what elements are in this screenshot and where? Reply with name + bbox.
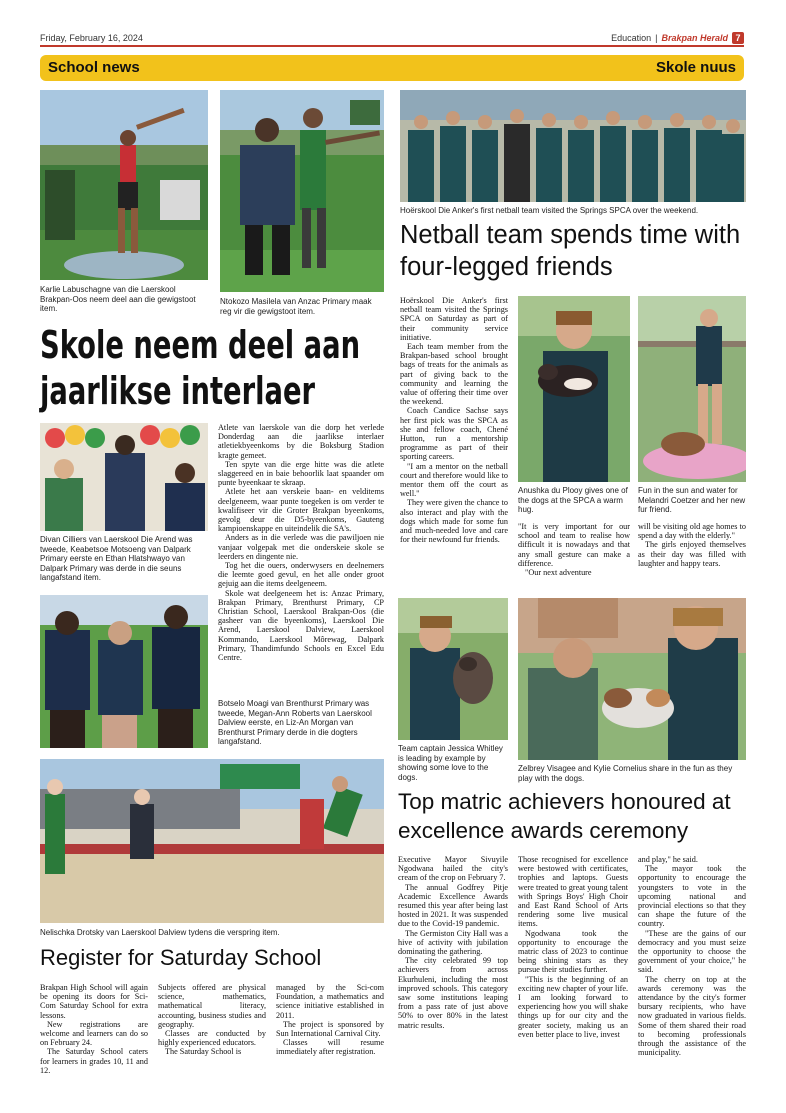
netball-paragraph: Each team member from the Brakpan-based school brought bags of treats for the animals as part of giving back to the community and learning the value of offering their time over the weekend. bbox=[400, 342, 508, 407]
netball-paragraph: The girls enjoyed themselves as their day was filled with laughter and happy tears. bbox=[638, 540, 746, 568]
caption-netball-team: Hoërskool Die Anker's first netball team visited the Springs SPCA over the weekend. bbox=[400, 206, 699, 215]
saturday-paragraph: Subjects offered are physical science, mathematics, mathematical literacy, accounting, business studies and geography. bbox=[158, 983, 266, 1029]
caption-shotput-girl: Karlie Labuschagne van die Laerskool Brakpan-Oos neem deel aan die gewigstoot item. bbox=[40, 285, 196, 313]
saturday-headline: Register for Saturday School bbox=[40, 945, 322, 970]
section-name: Education bbox=[611, 33, 652, 43]
interlaer-paragraph: Atlete het aan verskeie baan- en velditems deelgeneem, waar punte toegeken is om verder te kwalifiseer vir die Groter Brakpan byeenkoms, gevolg deur die D5-byeenkoms, Gauteng kampioenskappe en uiteindelik die SA's. bbox=[218, 487, 384, 534]
saturday-article-col1 bbox=[40, 983, 148, 1075]
netball-paragraph: They were given the chance to also interact and play with the dogs which made for some fun and much-needed love and care for their newfound fur friends. bbox=[400, 498, 508, 545]
netball-paragraph: Coach Candice Sachse says her first pick was the SPCA as she and fellow coach, Chené Hutton, run a mentorship programme as part of their sporting careers. bbox=[400, 406, 508, 462]
interlaer-paragraph: Ten spyte van die erge hitte was die atlete slaggereed en in baie behoorlik laat spaander om punte byeenkaar te skraap. bbox=[218, 459, 384, 488]
caption-boys-winners: Divan Cilliers van Laerskool Die Arend was tweede, Keabetsoe Motsoeng van Dalpark Primary eerste en Ethan Hlatshwayo van Dalpark Primary was derde in die seuns langafstand item. bbox=[40, 535, 193, 582]
photo-melandri-dog bbox=[638, 296, 746, 482]
caption-shotput-boy: Ntokozo Masilela van Anzac Primary maak reg vir die gewigstoot item. bbox=[220, 297, 372, 316]
caption-anushka: Anushka du Plooy gives one of the dogs at the SPCA a warm hug. bbox=[518, 486, 628, 514]
page-header-right bbox=[611, 32, 744, 44]
interlaer-headline-line1: Skole neem deel aan bbox=[40, 323, 361, 367]
netball-article-col2 bbox=[518, 522, 630, 577]
matric-paragraph: Executive Mayor Sivuyile Ngodwana hailed the city's cream of the crop on February 7. bbox=[398, 855, 508, 883]
newspaper-brand: Brakpan Herald bbox=[661, 33, 728, 43]
caption-melandri: Fun in the sun and water for Melandri Coetzer and her new fur friend. bbox=[638, 486, 746, 514]
saturday-article-col2 bbox=[158, 983, 266, 1057]
netball-paragraph: will be visiting old age homes to spend a day with the elderly." bbox=[638, 522, 746, 541]
netball-article-col3 bbox=[638, 522, 746, 568]
matric-paragraph: Ngodwana took the opportunity to encourage the matric class of 2023 to continue being shining stars as they pursue their studies further. bbox=[518, 928, 628, 975]
matric-paragraph: The city celebrated 99 top achievers from across Ekurhuleni, including the most improved schools. This category saw some institutions leaping from a pass rate of just above 50% to over 80% in the latest matric results. bbox=[398, 956, 508, 1030]
saturday-paragraph: New registrations are welcome and learners can do so on February 24. bbox=[40, 1019, 148, 1048]
netball-paragraph: "It is very important for our school and team to realise how difficult it is nowadays and that any small gesture can make a difference. bbox=[518, 522, 630, 568]
photo-netball-team bbox=[400, 90, 746, 202]
caption-zelbrey: Zelbrey Visagee and Kylie Cornelius share in the fun as they play with the dogs. bbox=[518, 764, 733, 783]
caption-girls-winners: Botselo Moagi van Brenthurst Primary was tweede, Megan-Ann Roberts van Laerskool Dalview eerste, en Liz-An Morgan van Brenthurst Primary derde in die dogters langafstand. bbox=[218, 699, 372, 746]
photo-shotput-boy bbox=[220, 90, 384, 292]
interlaer-paragraph: Anders as in die verlede was die pawiljoen nie vanjaar volgepak met die onderskeie skole se leerders en dingente nie. bbox=[218, 533, 384, 561]
matric-paragraph: The cherry on top at the awards ceremony was the attendance by the city's former bursary recipients, who have now graduated in various fields. Some of them shared their road to becoming professionals through the assistance of the municipality. bbox=[638, 974, 746, 1058]
photo-zelbrey-kylie-dogs bbox=[518, 598, 746, 760]
photo-long-jump bbox=[40, 759, 384, 923]
matric-headline: Top matric achievers honoured at excellence awards ceremony bbox=[398, 789, 731, 843]
issue-date: Friday, February 16, 2024 bbox=[40, 33, 143, 43]
matric-paragraph: The annual Godfrey Pitje Academic Excellence Awards resumed this year after being last hosted in 2021. It was suspended due to the Covid-19 pandemic. bbox=[398, 882, 508, 929]
matric-paragraph: The Germiston City Hall was a hive of activity with jubilation dominating the gathering. bbox=[398, 928, 508, 957]
saturday-paragraph: Brakpan High School will again be opening its doors for Sci-Com Saturday School for extra lessons. bbox=[40, 983, 148, 1020]
netball-paragraph: "Our next adventure bbox=[525, 568, 592, 578]
matric-paragraph: The mayor took the opportunity to encourage the youngsters to vote in the upcoming national and provincial elections so that they can shape the future of the country. bbox=[638, 864, 746, 929]
matric-paragraph: Those recognised for excellence were bestowed with certificates, trophies and laptops. Guests were treated to great young talent with Springs Boys' High Choir and East Rand School of Arts rendering some live musical items. bbox=[518, 855, 628, 929]
header-rule bbox=[40, 45, 744, 47]
matric-article-col2 bbox=[518, 855, 628, 1039]
caption-long-jump: Nelischka Drotsky van Laerskool Dalview tydens die verspring item. bbox=[40, 928, 280, 937]
matric-article-col3 bbox=[638, 855, 746, 1057]
saturday-paragraph: The Saturday School caters for learners in grades 10, 11 and 12. bbox=[40, 1047, 148, 1075]
matric-article-col1 bbox=[398, 855, 508, 1030]
interlaer-paragraph: Atlete van laerskole van die dorp het verlede Donderdag aan die jaarlikse interlaer atletiekbyeenkoms by die Boksburg Stadion kragte gemeet. bbox=[218, 423, 384, 460]
interlaer-article-body bbox=[218, 423, 384, 662]
photo-jessica-dog bbox=[398, 598, 508, 740]
interlaer-paragraph: Skole wat deelgeneem het is: Anzac Primary, Brakpan Primary, Brenthurst Primary, CP Christian School, Laerskool Brakpan-Oos (die gasheer van die byeenkoms), Laerskool Die Arend, Laerskool Dalview, Laerskool Kommando, Laerskool Môrewag, Dalpark Primary, Thandimfundo Schools en Excel Edu Centre. bbox=[218, 588, 384, 663]
caption-jessica: Team captain Jessica Whitley is leading by example by showing some love to the dogs. bbox=[398, 744, 503, 782]
matric-paragraph: "This is the beginning of an exciting new chapter of your life. I am looking forward to experiencing how you will shake things up for our city and the greater society, making us an even better place to live, invest bbox=[518, 974, 628, 1039]
interlaer-headline-line2: jaarlikse interlaer bbox=[40, 369, 315, 413]
page-number: 7 bbox=[732, 32, 744, 44]
photo-girls-winners bbox=[40, 595, 208, 748]
header-separator: | bbox=[655, 33, 658, 43]
matric-paragraph: "These are the gains of our democracy and you must seize the opportunity to choose the government of your choice," he said. bbox=[638, 928, 746, 975]
section-banner bbox=[40, 55, 744, 81]
netball-headline: Netball team spends time with four-legged friends bbox=[400, 221, 741, 281]
saturday-paragraph: Classes are conducted by highly experienced educators. bbox=[158, 1029, 266, 1048]
photo-anushka-dog bbox=[518, 296, 630, 482]
netball-article-col1 bbox=[400, 296, 508, 544]
saturday-paragraph: Classes will resume immediately after registration. bbox=[276, 1038, 384, 1057]
matric-paragraph: and play," he said. bbox=[638, 855, 698, 864]
saturday-paragraph: The project is sponsored by Sun International Carnival City. bbox=[276, 1019, 384, 1039]
photo-boys-winners bbox=[40, 423, 208, 531]
interlaer-paragraph: Tog het die ouers, onderwysers en deelnemers die leemte goed gevul, en het alle onder groot gejuig aan die items deelgeneem. bbox=[218, 561, 384, 589]
banner-right-title: Skole nuus bbox=[655, 59, 736, 76]
netball-paragraph: Hoërskool Die Anker's first netball team visited the Springs SPCA on Saturday as part of their community service initiative. bbox=[400, 296, 508, 342]
netball-paragraph: "I am a mentor on the netball court and therefore would like to mentor them off the court as well." bbox=[400, 461, 508, 499]
photo-shotput-girl bbox=[40, 90, 208, 280]
banner-left-title: School news bbox=[48, 59, 140, 76]
saturday-paragraph: managed by the Sci-com Foundation, a mathematics and science initiative established in 2011. bbox=[276, 983, 384, 1020]
saturday-article-col3 bbox=[276, 983, 384, 1057]
saturday-paragraph: The Saturday School is bbox=[165, 1047, 242, 1057]
